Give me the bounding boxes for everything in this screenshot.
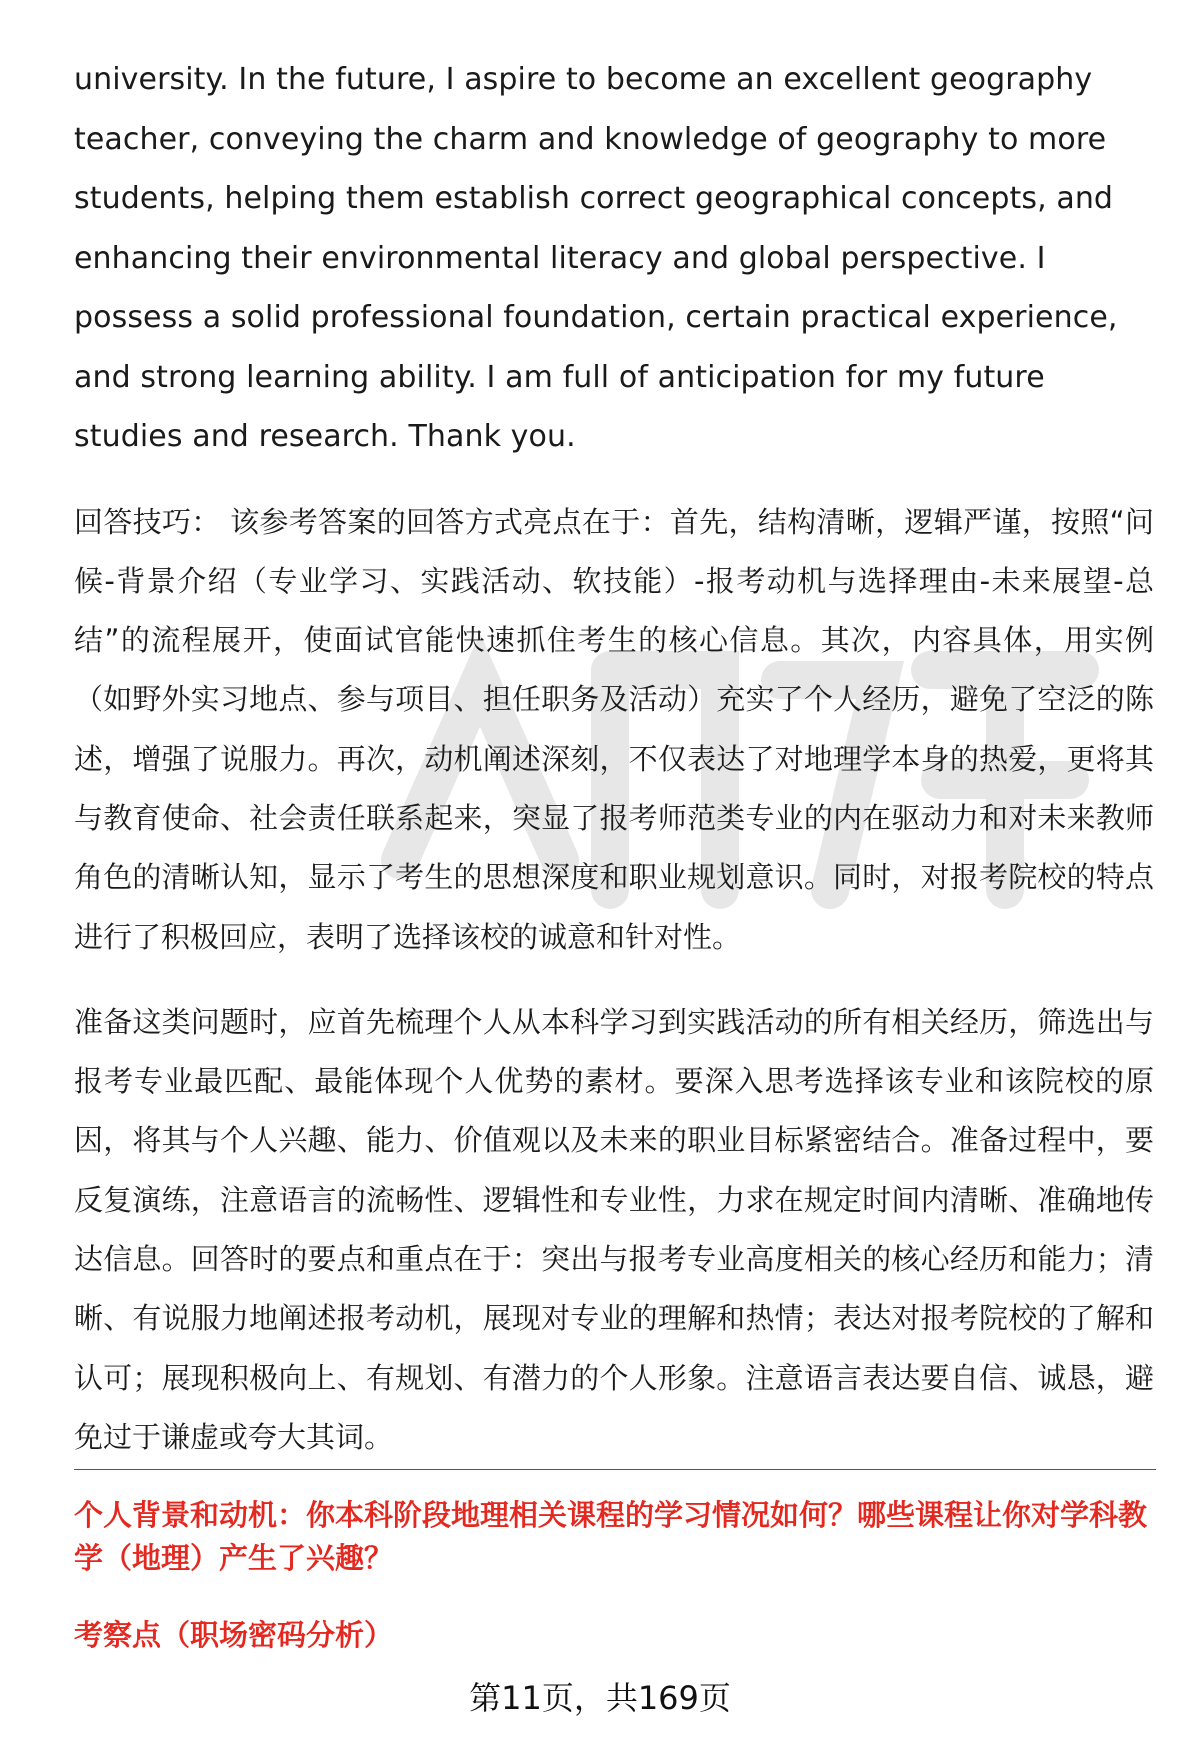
page-number: 第11页，共169页 bbox=[469, 1679, 731, 1717]
english-answer-paragraph: university. In the future, I aspire to become an excellent geography teacher, conveying the charm and knowledge of geography to more students, helping them establish correct geographical concepts, and enhancing their environmental literacy and global perspective. I possess a solid professional foundation, certain practical experience, and strong learning ability. I am full of anticipation for my future studies and research. Thank you. bbox=[74, 62, 1118, 454]
exam-point-heading: 考察点（职场密码分析） bbox=[74, 1618, 394, 1652]
document-body bbox=[74, 50, 1154, 1493]
answer-tips-paragraph: 回答技巧： 该参考答案的回答方式亮点在于：首先，结构清晰，逻辑严谨，按照“问候-背景介绍（专业学习、实践活动、软技能）-报考动机与选择理由-未来展望-总结”的流程展开，使面试官能快速抓住考生的核心信息。其次，内容具体，用实例（如野外实习地点、参与项目、担任职务及活动）充实了个人经历，避免了空泛的陈述，增强了说服力。再次，动机阐述深刻，不仅表达了对地理学本身的热爱，更将其与教育使命、社会责任联系起来，突显了报考师范类专业的内在驱动力和对未来教师角色的清晰认知，显示了考生的思想深度和职业规划意识。同时，对报考院校的特点进行了积极回应，表明了选择该校的诚意和针对性。 bbox=[74, 504, 1154, 954]
preparation-paragraph: 准备这类问题时，应首先梳理个人从本科学习到实践活动的所有相关经历，筛选出与报考专业最匹配、最能体现个人优势的素材。要深入思考选择该专业和该院校的原因，将其与个人兴趣、能力、价值观以及未来的职业目标紧密结合。准备过程中，要反复演练，注意语言的流畅性、逻辑性和专业性，力求在规定时间内清晰、准确地传达信息。回答时的要点和重点在于：突出与报考专业高度相关的核心经历和能力；清晰、有说服力地阐述报考动机，展现对专业的理解和热情；表达对报考院校的了解和认可；展现积极向上、有规划、有潜力的个人形象。注意语言表达要自信、诚恳，避免过于谦虚或夸大其词。 bbox=[74, 1004, 1154, 1454]
question-heading: 个人背景和动机：你本科阶段地理相关课程的学习情况如何？哪些课程让你对学科教学（地理）产生了兴趣？ bbox=[74, 1498, 1148, 1575]
section-divider bbox=[74, 1469, 1156, 1470]
